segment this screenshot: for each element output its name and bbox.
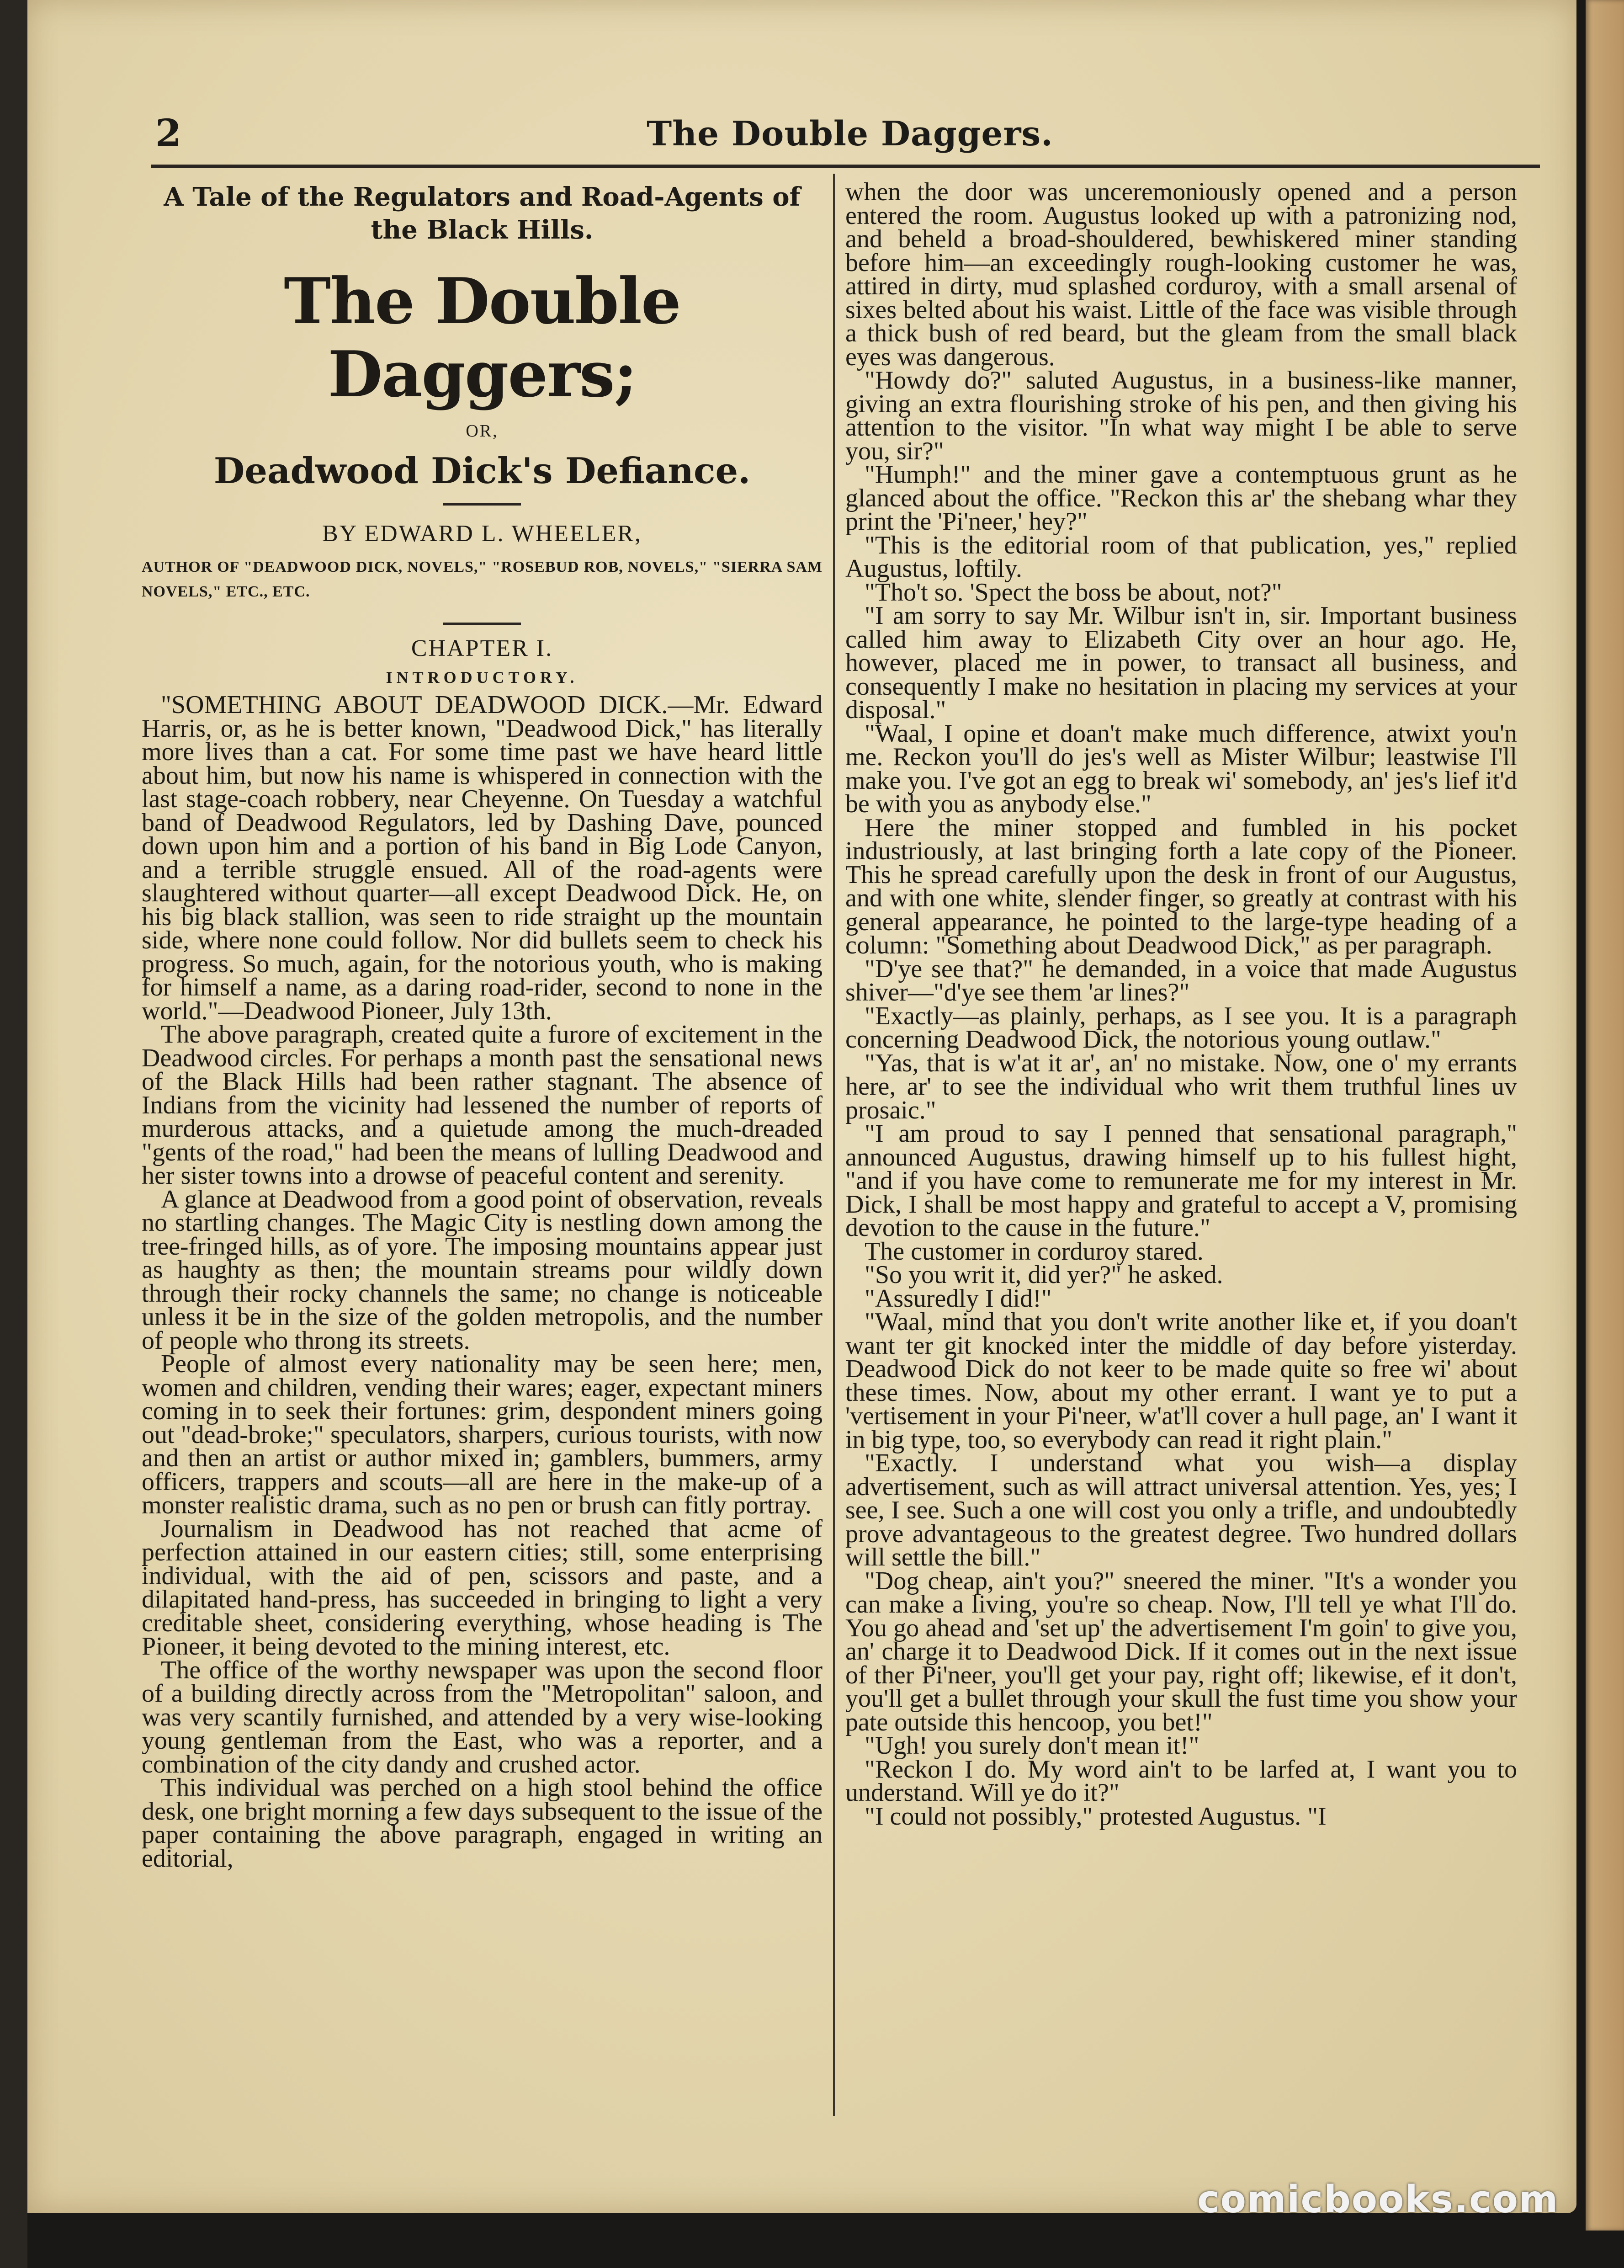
paragraph: "Waal, mind that you don't write another like et, if you doan't want ter git knocked inter the middle of day before yisterday. Deadwood Dick do not keer to be made quite so free wi' about these times. Now, about my other errant. I want ye to put a 'vertisement in your Pi'neer, w'at'll cover a hull page, an' I want it in big type, too, so everybody can read it right plain." [845, 1308, 1517, 1454]
paragraph: "This is the editorial room of that publication, yes," replied Augustus, loftily. [845, 531, 1517, 583]
credits-rule [443, 623, 521, 625]
paragraph: Here the miner stopped and fumbled in his pocket industriously, at last bringing forth a late copy of the Pioneer. This he spread carefully upon the desk in front of our Augustus, and with one white, slender finger, so greatly at contrast with his general appearance, he pointed to the large-type heading of a column: "Something about Deadwood Dick," as per paragraph. [845, 813, 1517, 959]
paragraph: "Dog cheap, ain't you?" sneered the miner. "It's a wonder you can make a living, you're so cheap. Now, I'll tell ye what I'll do. You go ahead and 'set up' the advertisement I'm goin' to give you, an' charge it to Deadwood Dick. If it comes out in the next issue of ther Pi'neer, you'll get your pay, right off; likewise, ef it don't, you'll get a bullet through your skull the fust time you show your pate outside this hencoop, you bet!" [845, 1566, 1517, 1736]
paragraph: "I am proud to say I penned that sensational paragraph," announced Augustus, drawing himself up to his fullest hight, "and if you have come to remunerate me for my interest in Mr. Dick, I shall be most happy and grateful to accept a V, promising devotion to the cause in the future." [845, 1119, 1517, 1242]
paragraph: "So you writ it, did yer?" he asked. [865, 1261, 1223, 1289]
paragraph: Journalism in Deadwood has not reached that acme of perfection attained in our eastern cities; still, some enterprising individual, with the aid of pen, scissors and paste, and a dilapitated hand-press, has succeeded in bringing to light a very creditable sheet, considering everything, whose heading is The Pioneer, it being devoted to the mining interest, etc. [142, 1514, 823, 1661]
paragraph: This individual was perched on a high stool behind the office desk, one bright morning a few days subsequent to the issue of the paper containing the above paragraph, engaged in writing an editorial, [142, 1773, 823, 1873]
paragraph: "Reckon I do. My word ain't to be larfed at, I want you to understand. Will ye do it?" [845, 1755, 1517, 1807]
paragraph: The customer in corduroy stared. [865, 1237, 1204, 1266]
paragraph: "Ugh! you surely don't mean it!" [865, 1731, 1199, 1760]
left-column [142, 181, 823, 1873]
paragraph: "Exactly—as plainly, perhaps, as I see you. It is a paragraph concerning Deadwood Dick, the notorious young outlaw." [845, 1001, 1517, 1054]
watermark: comicbooks.com [1197, 2178, 1559, 2221]
paragraph: "D'ye see that?" he demanded, in a voice that made Augustus shiver—"d'ye see them 'ar lines?" [845, 954, 1517, 1006]
chapter-title: INTRODUCTORY. [386, 668, 578, 687]
paragraph: "Howdy do?" saluted Augustus, in a business-like manner, giving an extra flourishing stroke of his pen, and then giving his attention to the visitor. "In what way might I be able to serve you, sir?" [845, 366, 1517, 465]
byline: BY EDWARD L. WHEELER, [322, 521, 642, 547]
newspaper-page [27, 0, 1576, 2213]
paragraph: "I could not possibly," protested Augustus. "I [865, 1802, 1327, 1831]
story-title: The Double Daggers; [284, 264, 680, 411]
paragraph: "Tho't so. 'Spect the boss be about, not?" [865, 578, 1282, 607]
right-column [845, 178, 1517, 1831]
paragraph: The office of the worthy newspaper was upon the second floor of a building directly across from the "Metropolitan" saloon, and was very scantily furnished, and attended by a very wise-looking young gentleman from the East, who was a reporter, and a combination of the city dandy and crushed actor. [142, 1656, 823, 1778]
paragraph: "Humph!" and the miner gave a contemptuous grunt as he glanced about the office. "Reckon this ar' the shebang whar they print the 'Pi'neer,' hey?" [845, 460, 1517, 536]
column-divider [833, 174, 835, 2116]
running-title: The Double Daggers. [647, 114, 1053, 154]
paragraph: People of almost every nationality may be seen here; men, women and children, vending their wares; eager, expectant miners coming in to seek their fortunes: grim, despondent miners going out "dead-broke;" speculators, sharpers, curious tourists, with now and then an artist or author mixed in; gamblers, bummers, army officers, trappers and scouts—all are here in the make-up of a monster realistic drama, such as no pen or brush can fitly portray. [142, 1350, 823, 1519]
chapter-heading: CHAPTER I. [411, 635, 553, 661]
scan-background [0, 0, 27, 2268]
story-kicker: A Tale of the Regulators and Road-Agents of the Black Hills. [164, 182, 801, 245]
story-subtitle: Deadwood Dick's Defiance. [213, 450, 751, 492]
adjacent-page-edge [1586, 0, 1624, 2231]
paragraph: "Exactly. I understand what you wish—a display advertisement, such as will attract universal attention. Yes, yes; I see, I see. Such a one will cost you only a trifle, and undoubtedly prove advantageous to the greatest degree. Two hundred dollars will settle the bill." [845, 1449, 1517, 1571]
paragraph: "Waal, I opine et doan't make much difference, atwixt you'n me. Reckon you'll do jes's well as Mister Wilbur; leastwise I'll make you. I've got an egg to break wi' somebody, an' jes's lief it'd be with you as anybody else." [845, 719, 1517, 818]
paragraph: "I am sorry to say Mr. Wilbur isn't in, sir. Important business called him away to Elizabeth City over an hour ago. He, however, placed me in power, to transact all business, and consequently I make no hesitation in placing my services at your disposal." [845, 602, 1517, 724]
header-rule [151, 165, 1540, 168]
page-number: 2 [155, 112, 182, 155]
title-rule [443, 503, 521, 506]
paragraph: A glance at Deadwood from a good point of observation, reveals no startling changes. The Magic City is nestling down among the tree-fringed hills, as of yore. The imposing mountains appear just as haughty as then; the mountain streams pour wildly down through their rocky channels the same; no change is noticeable unless it be in the size of the golden metropolis, and the number of people who throng its streets. [142, 1185, 823, 1355]
page-header [27, 105, 1576, 169]
paragraph: "Assuredly I did!" [865, 1284, 1052, 1313]
title-or: OR, [466, 421, 499, 441]
author-credits: AUTHOR OF "DEADWOOD DICK, NOVELS," "ROSEBUD ROB, NOVELS," "SIERRA SAM NOVELS," ETC., ETC. [142, 559, 823, 600]
paragraph: when the door was unceremoniously opened and a person entered the room. Augustus looked up with a patronizing nod, and beheld a broad-shouldered, bewhiskered miner standing before him—an exceedingly rough-looking customer he was, attired in dirty, mud splashed corduroy, with a small arsenal of sixes belted about his waist. Little of the face was visible through a thick bush of red beard, but the gleam from the small black eyes was dangerous. [845, 178, 1517, 371]
paragraph: The above paragraph, created quite a furore of excitement in the Deadwood circles. For perhaps a month past the sensational news of the Black Hills had been rather stagnant. The absence of Indians from the vicinity had lessened the number of reports of murderous attacks, and a quietude among the much-dreaded "gents of the road," had been the means of lulling Deadwood and her sister towns into a drowse of peaceful content and serenity. [142, 1020, 823, 1190]
paragraph: "Yas, that is w'at it ar', an' no mistake. Now, one o' my errants here, ar' to see the individual who writ them truthful lines uv prosaic." [845, 1049, 1517, 1124]
paragraph: "SOMETHING ABOUT DEADWOOD DICK.—Mr. Edward Harris, or, as he is better known, "Deadwood Dick," has literally more lives than a cat. For some time past we have heard little about him, but now his name is whispered in connection with the last stage-coach robbery, near Cheyenne. On Tuesday a watchful band of Deadwood Regulators, led by Dashing Dave, pounced down upon him and a portion of his band in Big Lode Canyon, and a terrible struggle ensued. All of the road-agents were slaughtered without quarter—all except Deadwood Dick. He, on his big black stallion, was seen to ride straight up the mountain side, where none could follow. Nor did bullets seem to check his progress. So much, again, for the notorious youth, who is making for himself a name, as a daring road-rider, second to none in the world."—Deadwood Pioneer, July 13th. [142, 691, 823, 1025]
